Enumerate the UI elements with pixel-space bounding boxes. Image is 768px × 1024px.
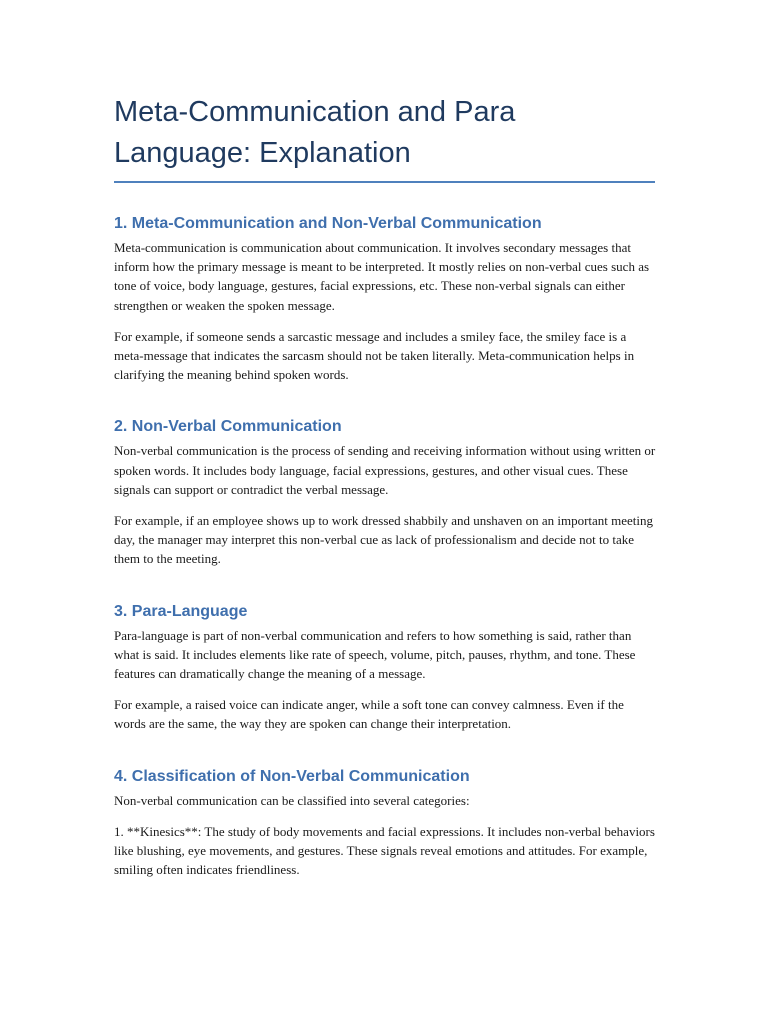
section-heading: 3. Para-Language: [114, 602, 248, 620]
section-heading: 4. Classification of Non-Verbal Communication: [114, 767, 470, 785]
paragraph: Para-language is part of non-verbal communication and refers to how something is said, rather than what is said. It includes elements like rate of speech, volume, pitch, pauses, rhythm, and tone. These features can dramatically change the meaning of a message.: [114, 627, 636, 682]
paragraph: For example, if someone sends a sarcastic message and includes a smiley face, the smiley face is a meta-message that indicates the sarcasm should not be taken literally. Meta-communication helps in clarifying the meaning behind spoken words.: [114, 328, 635, 383]
paragraph: Non-verbal communication is the process of sending and receiving information without using written or spoken words. It includes body language, facial expressions, gestures, and other visual cues. These signals can support or contradict the verbal message.: [114, 443, 656, 497]
section-classification: [114, 766, 656, 880]
paragraph: For example, if an employee shows up to work dressed shabbily and unshaven on an important meeting day, the manager may interpret this non-verbal cue as lack of professionalism and decide not to take them to the meeting.: [114, 513, 654, 567]
section-para-language: [114, 601, 656, 734]
paragraph: Non-verbal communication can be classified into several categories:: [114, 792, 470, 808]
section-heading: 1. Meta-Communication and Non-Verbal Communication: [114, 215, 542, 232]
paragraph: Meta-communication is communication about communication. It involves secondary messages that inform how the primary message is meant to be interpreted. It mostly relies on non-verbal cues such as tone of voice, body language, gestures, facial expressions, etc. These non-verbal signals can either strengthen or weaken the spoken message.: [114, 240, 650, 313]
document-page: [114, 92, 656, 879]
page-title: Meta-Communication and Para Language: Explanation: [114, 96, 516, 169]
section-heading: 2. Non-Verbal Communication: [114, 418, 342, 436]
paragraph: 1. **Kinesics**: The study of body movements and facial expressions. It includes non-verbal behaviors like blushing, eye movements, and gestures. These signals reveal emotions and attitudes. For example, smiling often indicates friendliness.: [114, 823, 655, 878]
paragraph: For example, a raised voice can indicate anger, while a soft tone can convey calmness. Even if the words are the same, the way they are spoken can change their interpretation.: [114, 697, 624, 732]
title-divider: [114, 181, 655, 183]
section-non-verbal-communication: [114, 416, 656, 568]
section-meta-communication: [114, 213, 656, 384]
